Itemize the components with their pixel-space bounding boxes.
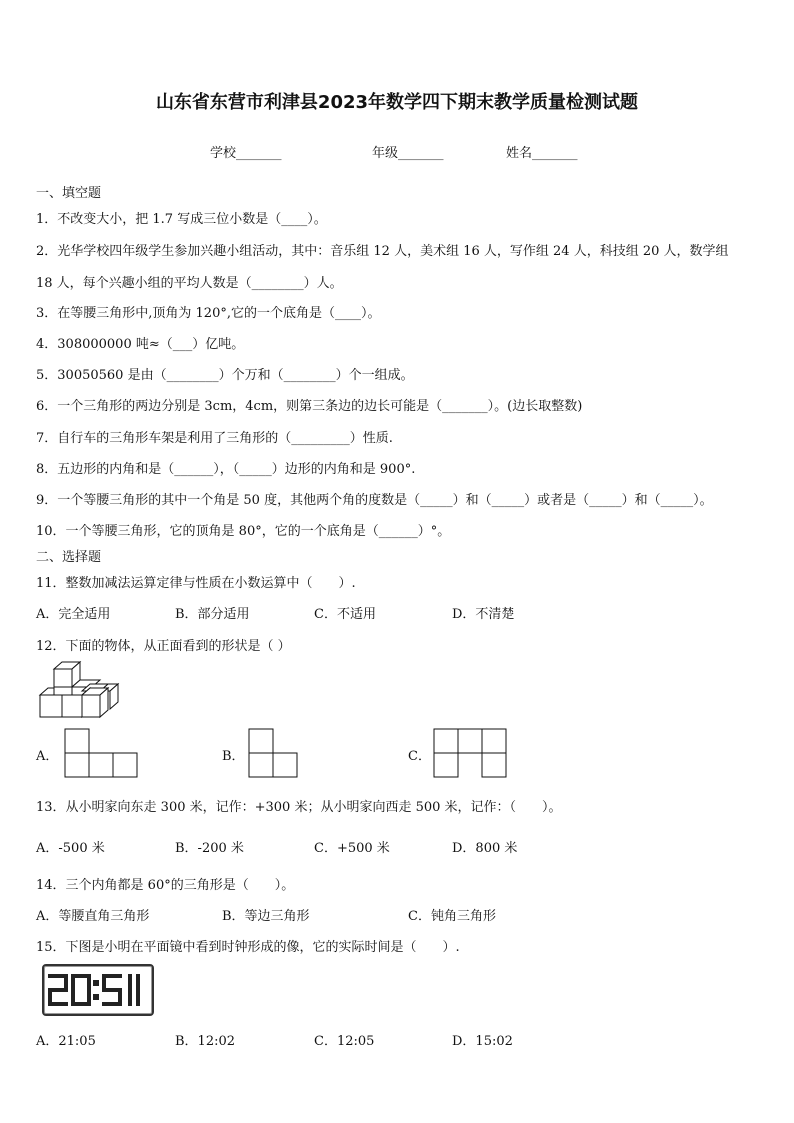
q14-option-a: A．等腰直角三角形 [36,909,150,924]
q13-option-d: D．800 米 [452,841,518,856]
q15-option-c: C．12:05 [314,1034,375,1049]
question-13: 13．从小明家向东走 300 米，记作：+300 米；从小明家向西走 500 米，记作：（ ）。 [36,800,562,815]
question-11: 11．整数加减法运算定律与性质在小数运算中（ ）. [36,576,356,591]
q12-option-b-shape [248,728,298,778]
question-3: 3．在等腰三角形中,顶角为 120°,它的一个底角是（____）。 [36,306,381,321]
name-field: 姓名_______ [506,146,578,161]
question-5: 5．30050560 是由（________）个万和（________）个一组成。 [36,368,414,383]
q11-option-c: C．不适用 [314,607,376,622]
q13-option-c: C．+500 米 [314,841,390,856]
page-title: 山东省东营市利津县2023年数学四下期末教学质量检测试题 [155,92,639,113]
section-choice: 二、选择题 [36,550,102,565]
q12-option-a-shape [64,728,138,778]
q11-option-a: A．完全适用 [36,607,111,622]
q14-option-c: C．钝角三角形 [408,909,496,924]
clock-digits [44,966,152,1014]
question-2-line-2: 18 人，每个兴趣小组的平均人数是（________）人。 [36,276,343,291]
question-1: 1．不改变大小，把 1.7 写成三位小数是（____）。 [36,212,327,227]
section-fill-blank: 一、填空题 [36,186,102,201]
q12-option-c-shape [433,728,507,778]
question-10: 10．一个等腰三角形，它的顶角是 80°，它的一个底角是（______）°。 [36,524,451,539]
q12-option-b-label: B． [222,749,245,764]
grade-field: 年级_______ [372,146,444,161]
question-8: 8．五边形的内角和是（______），（_____）边形的内角和是 900°. [36,462,416,477]
mirror-clock-image [42,964,154,1016]
q12-option-c-label: C． [408,749,431,764]
q15-option-a: A．21:05 [36,1034,96,1049]
question-15: 15．下图是小明在平面镜中看到时钟形成的像，它的实际时间是（ ）. [36,940,460,955]
q11-option-d: D．不清楚 [452,607,515,622]
q15-option-b: B．12:02 [175,1034,236,1049]
question-12: 12．下面的物体，从正面看到的形状是（ ） [36,639,291,654]
q13-option-a: A．-500 米 [36,841,105,856]
q15-option-d: D．15:02 [452,1034,513,1049]
question-14: 14．三个内角都是 60°的三角形是（ ）。 [36,878,295,893]
q11-option-b: B．部分适用 [175,607,250,622]
school-field: 学校_______ [210,146,282,161]
question-9: 9．一个等腰三角形的其中一个角是 50 度，其他两个角的度数是（_____）和（_____）或者是（_____）和（_____）。 [36,493,713,508]
q12-option-a-label: A． [36,749,59,764]
question-2-line-1: 2．光华学校四年级学生参加兴趣小组活动，其中：音乐组 12 人，美术组 16 人，写作组 24 人，科技组 20 人，数学组 [36,244,729,259]
question-7: 7．自行车的三角形车架是利用了三角形的（_________）性质. [36,431,393,446]
q14-option-b: B．等边三角形 [222,909,310,924]
cube-stack-figure [38,660,122,722]
question-6: 6．一个三角形的两边分别是 3cm，4cm，则第三条边的边长可能是（_______）。(边长取整数) [36,399,583,414]
question-4: 4．308000000 吨≈（___）亿吨。 [36,337,245,352]
q13-option-b: B．-200 米 [175,841,244,856]
